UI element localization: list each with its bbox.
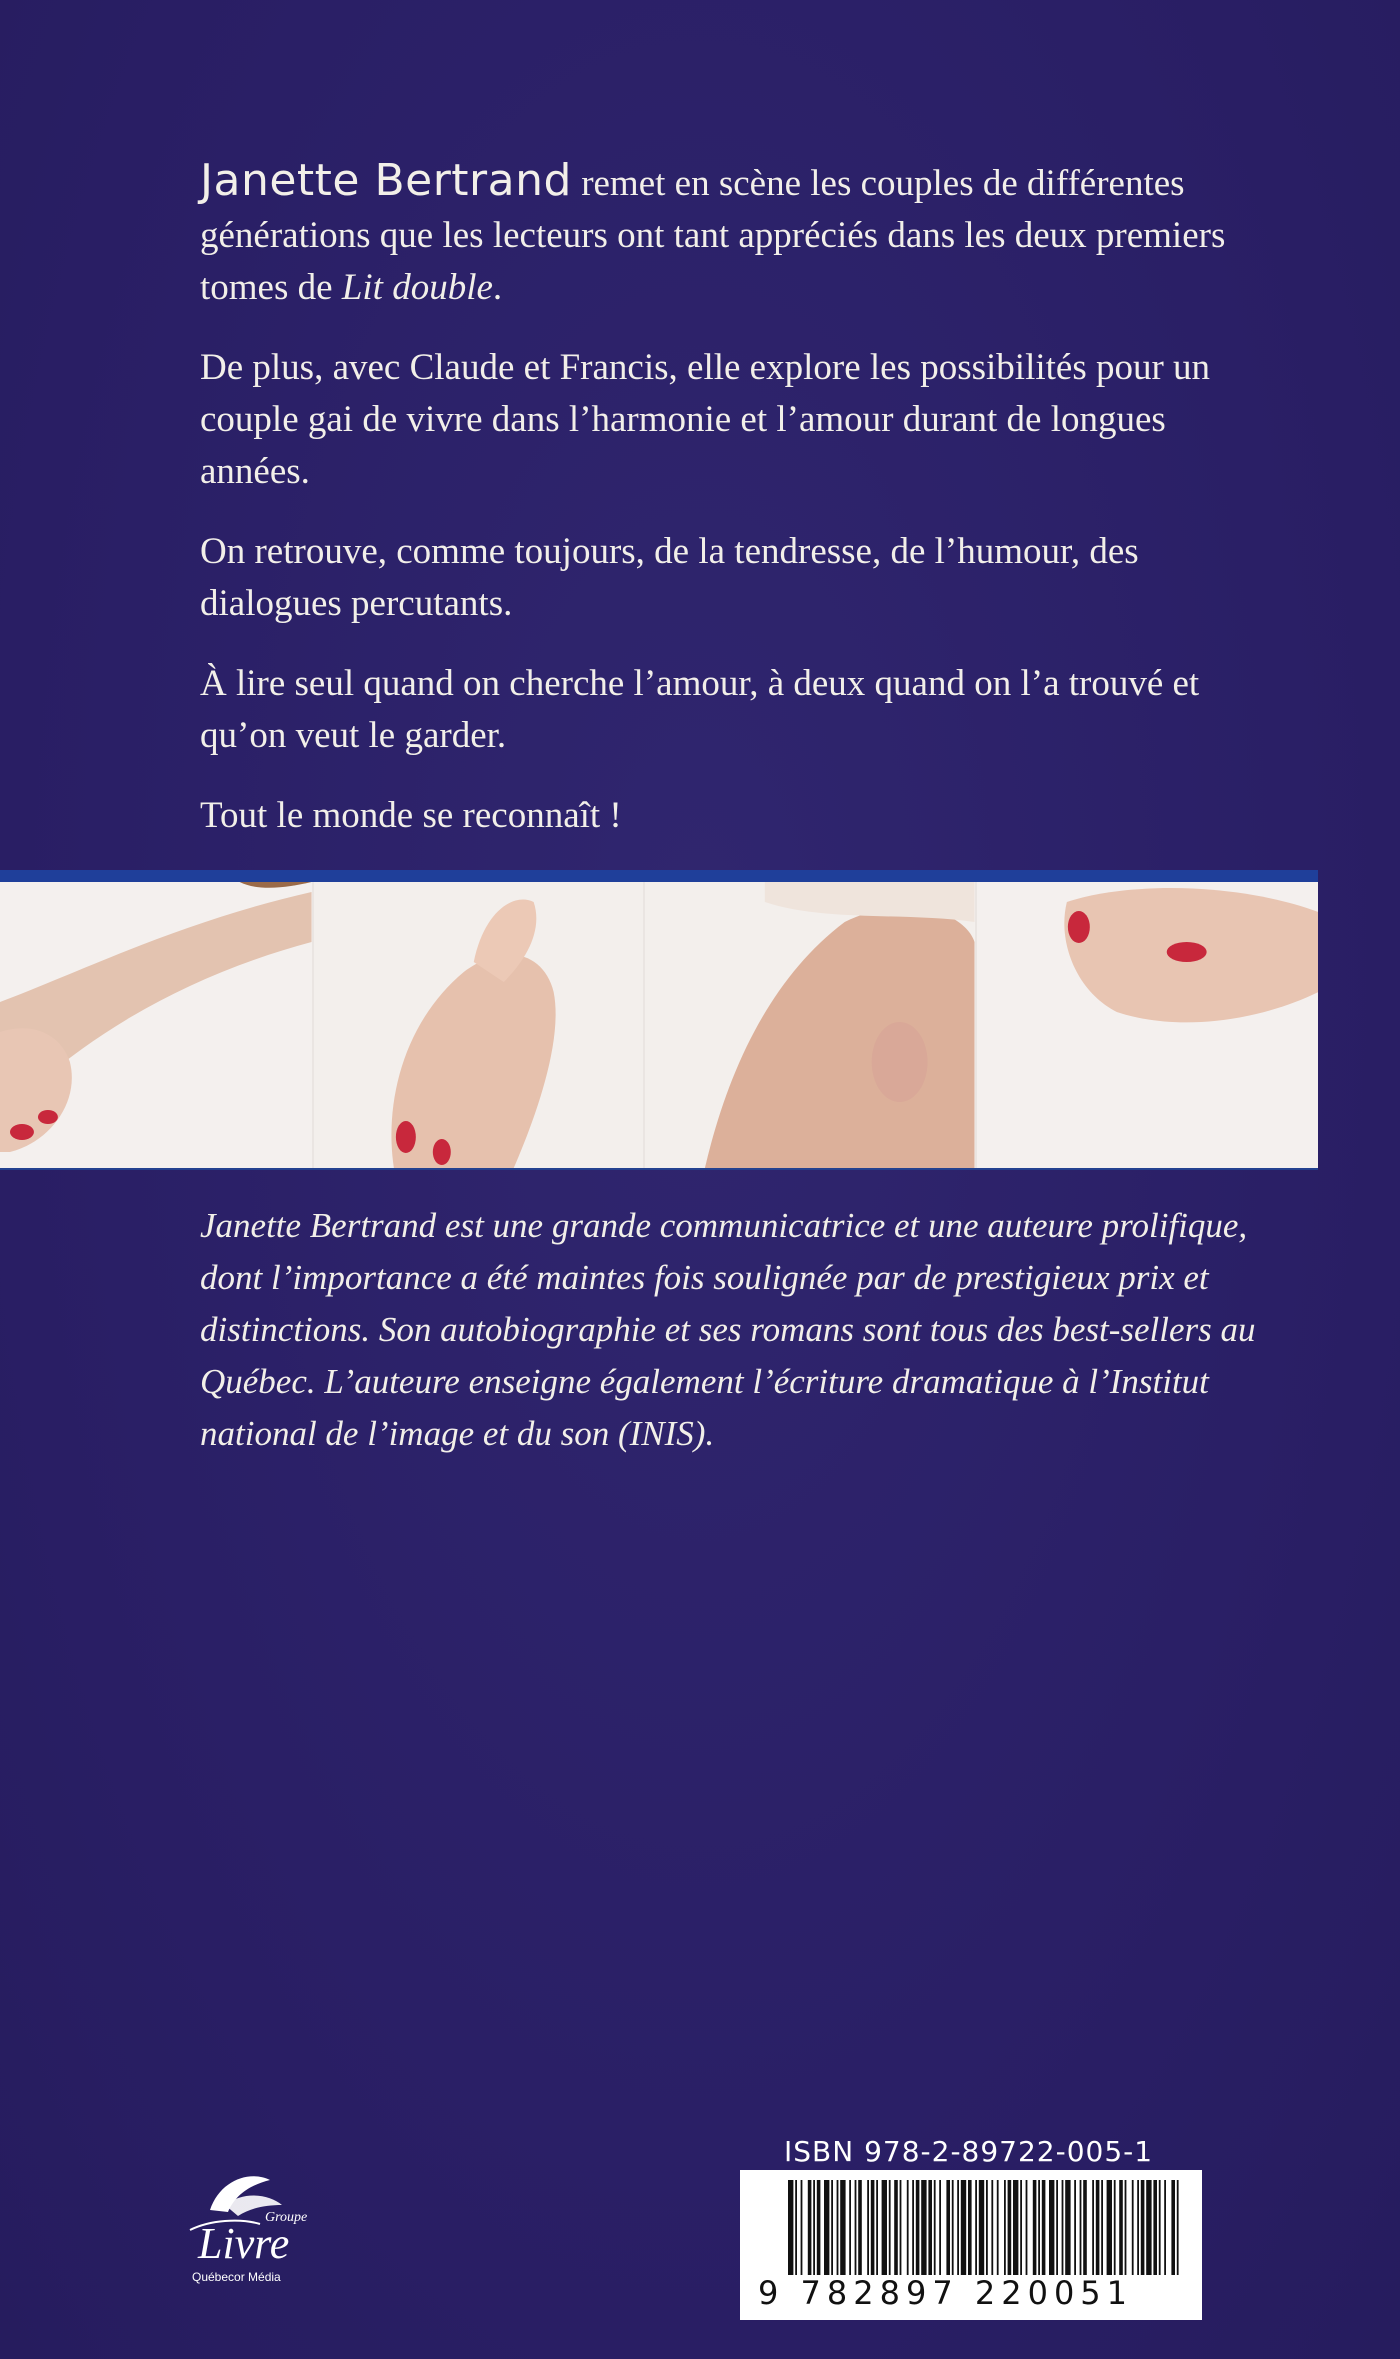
- barcode-bar: [957, 2180, 959, 2275]
- barcode-bar: [921, 2180, 926, 2275]
- barcode-bar: [871, 2180, 875, 2275]
- barcode-bar: [889, 2180, 891, 2275]
- blurb-p1-end: .: [492, 267, 503, 308]
- barcode-bar: [1074, 2180, 1076, 2275]
- barcode-bar: [849, 2180, 851, 2275]
- barcode-bar: [900, 2180, 902, 2275]
- barcode-bar: [1062, 2180, 1064, 2275]
- barcode-bar: [1132, 2180, 1134, 2275]
- barcode-bar: [1107, 2180, 1112, 2275]
- blurb-paragraph-4: À lire seul quand on cherche l’amour, à deux quand on l’a trouvé et qu’on veut le garder.: [200, 663, 1200, 756]
- barcode-bar: [824, 2180, 829, 2275]
- barcode-bar: [1020, 2180, 1022, 2275]
- barcode-bar: [1125, 2180, 1127, 2275]
- photo-hands-1: [314, 882, 644, 1168]
- barcode-bar: [795, 2180, 797, 2275]
- barcode-bar: [952, 2180, 954, 2275]
- barcode-bar: [979, 2180, 984, 2275]
- barcode-bar: [831, 2180, 833, 2275]
- barcode-bar: [840, 2180, 845, 2275]
- barcode-bar: [808, 2180, 812, 2275]
- logo-livre-text: Livre: [198, 2219, 290, 2268]
- barcode-bar: [1146, 2180, 1151, 2275]
- author-name: Janette Bertrand: [200, 155, 572, 206]
- barcode-bar: [882, 2180, 887, 2275]
- blurb-p1-text: remet en scène les couples de différentes générations que les lecteurs ont tant appréciés dans les deux premiers tomes de: [200, 163, 1226, 308]
- blurb-paragraph-1: [200, 155, 1260, 314]
- barcode-bar: [1033, 2180, 1037, 2275]
- barcode-bars: [758, 2180, 1184, 2275]
- barcode-bar: [876, 2180, 878, 2275]
- series-title: Lit double: [341, 267, 493, 308]
- barcode-bar: [986, 2180, 988, 2275]
- barcode-bar: [991, 2180, 993, 2275]
- barcode-bar: [1026, 2180, 1028, 2275]
- barcode-bar: [1119, 2180, 1123, 2275]
- barcode-bar: [1083, 2180, 1087, 2275]
- isbn-label: ISBN 978-2-89722-005-1: [784, 2135, 1154, 2168]
- barcode-bar: [1004, 2180, 1006, 2275]
- barcode-bar: [928, 2180, 932, 2275]
- barcode-bar: [934, 2180, 936, 2275]
- blurb-paragraph-5: Tout le monde se reconnaît !: [200, 795, 622, 836]
- barcode-bar: [1141, 2180, 1145, 2275]
- logo-subtitle: Québecor Média: [192, 2270, 281, 2284]
- barcode-bar: [912, 2180, 914, 2275]
- barcode-bar: [1056, 2180, 1058, 2275]
- barcode-bar: [1049, 2180, 1054, 2275]
- barcode: [740, 2170, 1202, 2320]
- back-cover-blurb: [200, 155, 1260, 870]
- barcode-bar: [997, 2180, 999, 2275]
- barcode-bar: [867, 2180, 869, 2275]
- barcode-bar: [858, 2180, 862, 2275]
- barcode-bar: [1080, 2180, 1082, 2275]
- barcode-bar: [968, 2180, 972, 2275]
- barcode-bar: [1171, 2180, 1175, 2275]
- publisher-logo: [170, 2150, 330, 2290]
- barcode-bar: [1092, 2180, 1094, 2275]
- barcode-bar: [817, 2180, 821, 2275]
- barcode-bar: [788, 2180, 793, 2275]
- barcode-bar: [946, 2180, 950, 2275]
- photo-fingers: [977, 882, 1318, 1168]
- photo-hands-2: [645, 882, 975, 1168]
- barcode-bar: [1153, 2180, 1157, 2275]
- blurb-paragraph-2: De plus, avec Claude et Francis, elle explore les possibilités pour un couple gai de vivre dans l’harmonie et l’amour durant de longues années.: [200, 347, 1211, 492]
- barcode-bar: [916, 2180, 920, 2275]
- hands-photo-strip: [0, 870, 1318, 1170]
- barcode-bar: [801, 2180, 803, 2275]
- barcode-bar: [1177, 2180, 1179, 2275]
- logo-groupe-text: Groupe: [265, 2210, 308, 2225]
- barcode-bar: [975, 2180, 977, 2275]
- barcode-bar: [1013, 2180, 1018, 2275]
- barcode-bar: [1038, 2180, 1040, 2275]
- barcode-bar: [1137, 2180, 1139, 2275]
- barcode-bar: [1114, 2180, 1116, 2275]
- barcode-bar: [855, 2180, 857, 2275]
- photo-arm-and-feet: [0, 882, 312, 1168]
- barcode-bar: [907, 2180, 909, 2275]
- barcode-bar: [961, 2180, 966, 2275]
- barcode-bar: [1164, 2180, 1166, 2275]
- author-bio: Janette Bertrand est une grande communicatrice et une auteure prolifique, dont l’importance a été maintes fois soulignée par de prestigieux prix et distinctions. Son autobiographie et ses romans sont tous des best-sellers au Québec. L’auteure enseigne également l’écriture dramatique à l’Institut national de l’image et du son (INIS).: [200, 1206, 1256, 1453]
- barcode-bar: [939, 2180, 941, 2275]
- barcode-digits: 9 782897 220051: [758, 2274, 1134, 2312]
- barcode-bar: [1042, 2180, 1046, 2275]
- barcode-bar: [1159, 2180, 1161, 2275]
- barcode-bar: [1096, 2180, 1100, 2275]
- blurb-paragraph-3: On retrouve, comme toujours, de la tendresse, de l’humour, des dialogues percutants.: [200, 531, 1139, 624]
- barcode-bar: [894, 2180, 898, 2275]
- barcode-bar: [1008, 2180, 1012, 2275]
- barcode-bar: [1101, 2180, 1103, 2275]
- barcode-bar: [1065, 2180, 1070, 2275]
- barcode-bar: [813, 2180, 815, 2275]
- barcode-bar: [837, 2180, 839, 2275]
